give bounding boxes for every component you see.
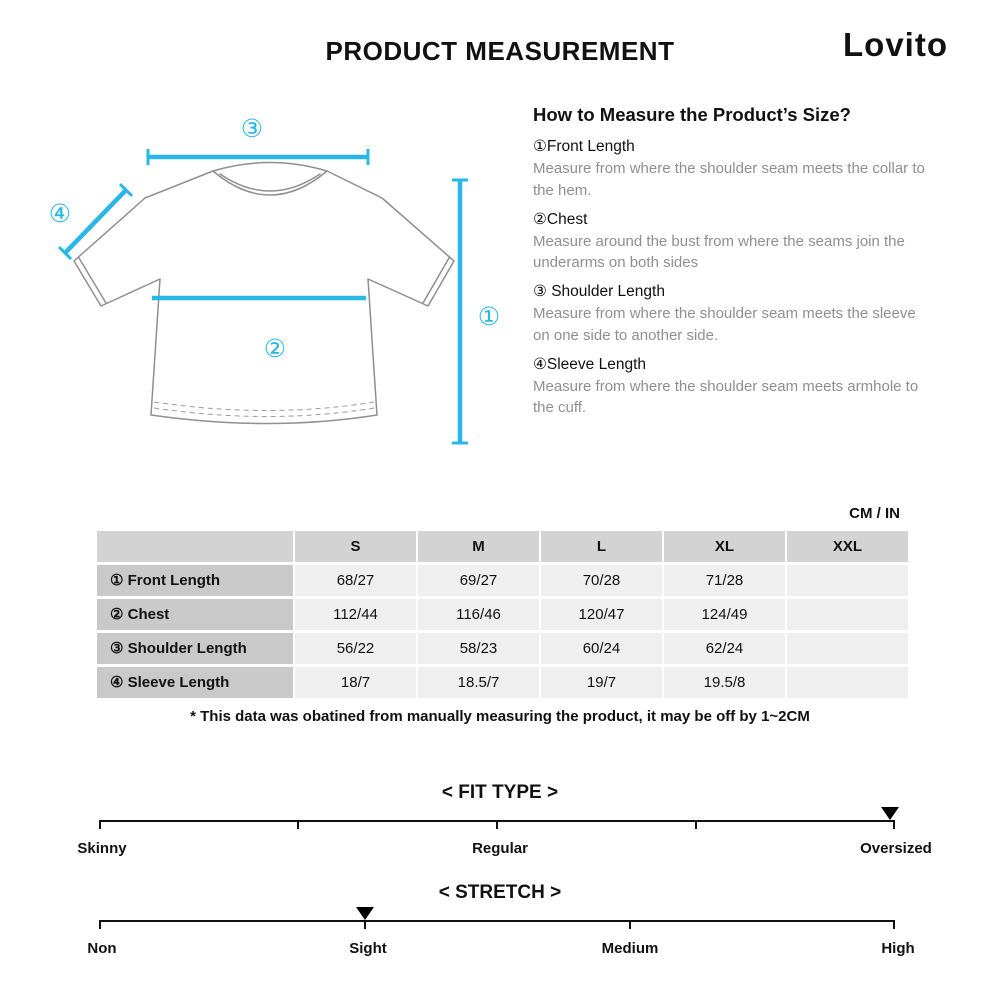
column-header: M xyxy=(418,531,539,562)
brand-logo: Lovito xyxy=(843,26,948,63)
tick xyxy=(629,920,631,929)
howto-item-heading: ④Sleeve Length xyxy=(533,355,647,373)
tick xyxy=(496,820,498,829)
stretch-label: High xyxy=(881,940,915,957)
table-cell: 62/24 xyxy=(664,633,785,664)
howto-section xyxy=(533,104,927,419)
table-cell: 116/46 xyxy=(418,599,539,630)
tick xyxy=(364,920,366,929)
tshirt-outline-icon xyxy=(74,163,454,424)
page-title: PRODUCT MEASUREMENT xyxy=(325,36,675,66)
tick xyxy=(893,820,895,829)
row-label: ② Chest xyxy=(97,599,293,630)
howto-item-body: Measure around the bust from where the seams join the underarms on both sides xyxy=(533,232,905,272)
fit-type-marker-icon xyxy=(881,807,899,820)
row-label: ④ Sleeve Length xyxy=(97,667,293,698)
table-cell: 19/7 xyxy=(541,667,662,698)
table-cell: 18.5/7 xyxy=(418,667,539,698)
sleeve-measure-label: ④ xyxy=(48,200,72,228)
table-cell: 58/23 xyxy=(418,633,539,664)
howto-item-body: Measure from where the shoulder seam meets the collar to the hem. xyxy=(533,160,925,199)
row-label: ③ Shoulder Length xyxy=(97,633,293,664)
table-cell xyxy=(787,565,908,596)
table-cell: 68/27 xyxy=(295,565,416,596)
column-header: L xyxy=(541,531,662,562)
stretch-title: < STRETCH > xyxy=(438,882,562,903)
table-cell: 71/28 xyxy=(664,565,785,596)
tick xyxy=(99,820,101,829)
table-corner-cell xyxy=(97,531,293,562)
howto-item-heading: ②Chest xyxy=(533,210,588,228)
table-cell: 19.5/8 xyxy=(664,667,785,698)
stretch-label: Medium xyxy=(601,940,659,957)
table-cell: 70/28 xyxy=(541,565,662,596)
table-cell: 69/27 xyxy=(418,565,539,596)
fit-type-label: Regular xyxy=(472,840,528,857)
fit-type-label: Oversized xyxy=(860,840,932,857)
howto-item-heading: ③ Shoulder Length xyxy=(533,283,665,300)
stretch-label: Non xyxy=(87,940,117,957)
measurement-disclaimer: * This data was obatined from manually measuring the product, it may be off by 1~2CM xyxy=(190,708,810,725)
table-cell: 60/24 xyxy=(541,633,662,664)
table-cell xyxy=(787,599,908,630)
howto-item-body: Measure from where the shoulder seam meets armhole to the cuff. xyxy=(533,377,919,417)
shoulder-measure-line xyxy=(148,115,368,165)
stretch-axis xyxy=(100,920,895,922)
table-cell: 124/49 xyxy=(664,599,785,630)
shoulder-measure-label: ③ xyxy=(240,115,264,143)
front-length-measure-line xyxy=(452,180,500,443)
tick xyxy=(297,820,299,829)
column-header: XL xyxy=(664,531,785,562)
row-label: ① Front Length xyxy=(97,565,293,596)
chest-measure-line xyxy=(152,298,366,363)
table-cell xyxy=(787,633,908,664)
fit-type-label: Skinny xyxy=(77,840,127,857)
column-header: XXL xyxy=(787,531,908,562)
table-cell xyxy=(787,667,908,698)
tick xyxy=(893,920,895,929)
tick xyxy=(695,820,697,829)
chest-measure-label: ② xyxy=(263,335,287,363)
size-table xyxy=(97,531,908,698)
fit-type-title: < FIT TYPE > xyxy=(441,782,559,803)
front-length-measure-label: ① xyxy=(477,303,501,331)
table-cell: 56/22 xyxy=(295,633,416,664)
tick xyxy=(99,920,101,929)
tshirt-measurement-diagram xyxy=(30,95,520,470)
howto-item-body: Measure from where the shoulder seam meets the sleeve on one side to another side. xyxy=(533,305,916,344)
stretch-marker-icon xyxy=(356,907,374,920)
table-cell: 112/44 xyxy=(295,599,416,630)
stretch-label: Sight xyxy=(349,940,387,957)
table-cell: 120/47 xyxy=(541,599,662,630)
unit-label: CM / IN xyxy=(849,505,900,522)
howto-item-heading: ①Front Length xyxy=(533,138,635,155)
column-header: S xyxy=(295,531,416,562)
table-cell: 18/7 xyxy=(295,667,416,698)
howto-title: How to Measure the Product’s Size? xyxy=(533,104,851,125)
